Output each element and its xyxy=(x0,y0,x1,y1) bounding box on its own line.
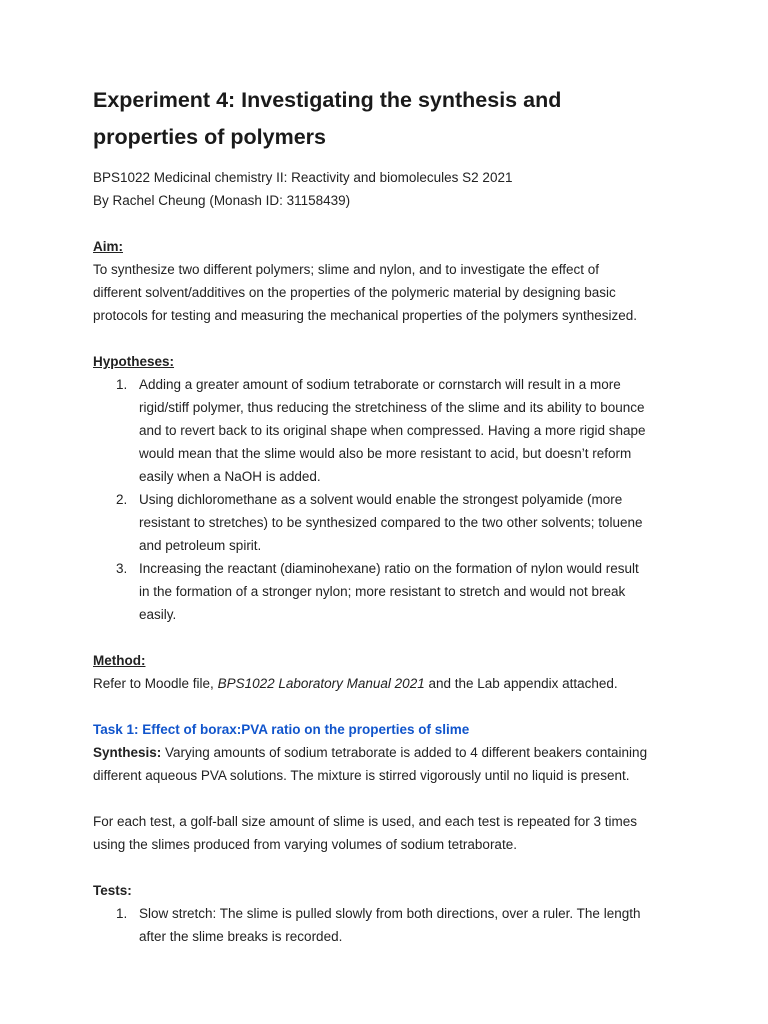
hypothesis-line: Using dichloromethane as a solvent would enable the strongest polyamide (more xyxy=(139,492,623,507)
aim-heading: Aim: xyxy=(93,239,123,254)
synthesis-label: Synthesis: xyxy=(93,745,162,760)
author-line: By Rachel Cheung (Monash ID: 31158439) xyxy=(93,193,351,208)
hypotheses-heading: Hypotheses: xyxy=(93,354,175,369)
test-line: after the slime breaks is recorded. xyxy=(139,929,343,944)
method-heading: Method: xyxy=(93,653,146,668)
course-line: BPS1022 Medicinal chemistry II: Reactivity and biomolecules S2 2021 xyxy=(93,170,513,185)
hypothesis-line: easily when a NaOH is added. xyxy=(139,469,321,484)
document-title xyxy=(93,0,675,156)
list-number: 2. xyxy=(116,492,128,507)
hypothesis-line: rigid/stiff polymer, thus reducing the stretchiness of the slime and its ability to bounce xyxy=(139,400,645,415)
method-text xyxy=(93,672,675,695)
method-text-after: and the Lab appendix attached. xyxy=(424,676,618,691)
manual-reference: BPS1022 Laboratory Manual 2021 xyxy=(217,676,425,691)
hypothesis-line: Increasing the reactant (diaminohexane) ratio on the formation of nylon would result xyxy=(139,561,639,576)
synthesis-line xyxy=(93,741,675,764)
aim-line: To synthesize two different polymers; slime and nylon, and to investigate the effect of xyxy=(93,262,600,277)
method-text-before: Refer to Moodle file, xyxy=(93,676,218,691)
test-item xyxy=(93,902,675,948)
tests-heading: Tests: xyxy=(93,883,132,898)
hypothesis-line: and to revert back to its original shape when compressed. Having a more rigid shape xyxy=(139,423,646,438)
list-number: 1. xyxy=(116,377,128,392)
hypothesis-item xyxy=(93,557,675,626)
aim-line: protocols for testing and measuring the mechanical properties of the polymers synthesized. xyxy=(93,308,638,323)
hypothesis-line: easily. xyxy=(139,607,177,622)
hypothesis-line: resistant to stretches) to be synthesized compared to the two other solvents; toluene xyxy=(139,515,643,530)
hypothesis-line: in the formation of a stronger nylon; more resistant to stretch and would not break xyxy=(139,584,626,599)
task1-heading: Task 1: Effect of borax:PVA ratio on the properties of slime xyxy=(93,722,470,737)
hypothesis-line: Adding a greater amount of sodium tetraborate or cornstarch will result in a more xyxy=(139,377,621,392)
title-line-1: Experiment 4: Investigating the synthesis and xyxy=(93,88,562,112)
list-number: 1. xyxy=(116,906,128,921)
hypotheses-list xyxy=(93,373,675,626)
test-line: Slow stretch: The slime is pulled slowly from both directions, over a ruler. The length xyxy=(139,906,641,921)
aim-paragraph xyxy=(93,258,675,327)
list-number: 3. xyxy=(116,561,128,576)
each-test-line: For each test, a golf-ball size amount of slime is used, and each test is repeated for 3 times xyxy=(93,814,638,829)
each-test-paragraph xyxy=(93,810,675,856)
synthesis-line-2: different aqueous PVA solutions. The mixture is stirred vigorously until no liquid is present. xyxy=(93,768,630,783)
hypothesis-line: would mean that the slime would also be more resistant to acid, but doesn’t reform xyxy=(139,446,632,461)
each-test-line: using the slimes produced from varying volumes of sodium tetraborate. xyxy=(93,837,517,852)
synthesis-text: Varying amounts of sodium tetraborate is added to 4 different beakers containing xyxy=(161,745,648,760)
hypothesis-line: and petroleum spirit. xyxy=(139,538,262,553)
hypothesis-item xyxy=(93,373,675,488)
hypothesis-item xyxy=(93,488,675,557)
aim-line: different solvent/additives on the properties of the polymeric material by designing basic xyxy=(93,285,616,300)
tests-list xyxy=(93,902,675,948)
title-line-2: properties of polymers xyxy=(93,125,326,149)
